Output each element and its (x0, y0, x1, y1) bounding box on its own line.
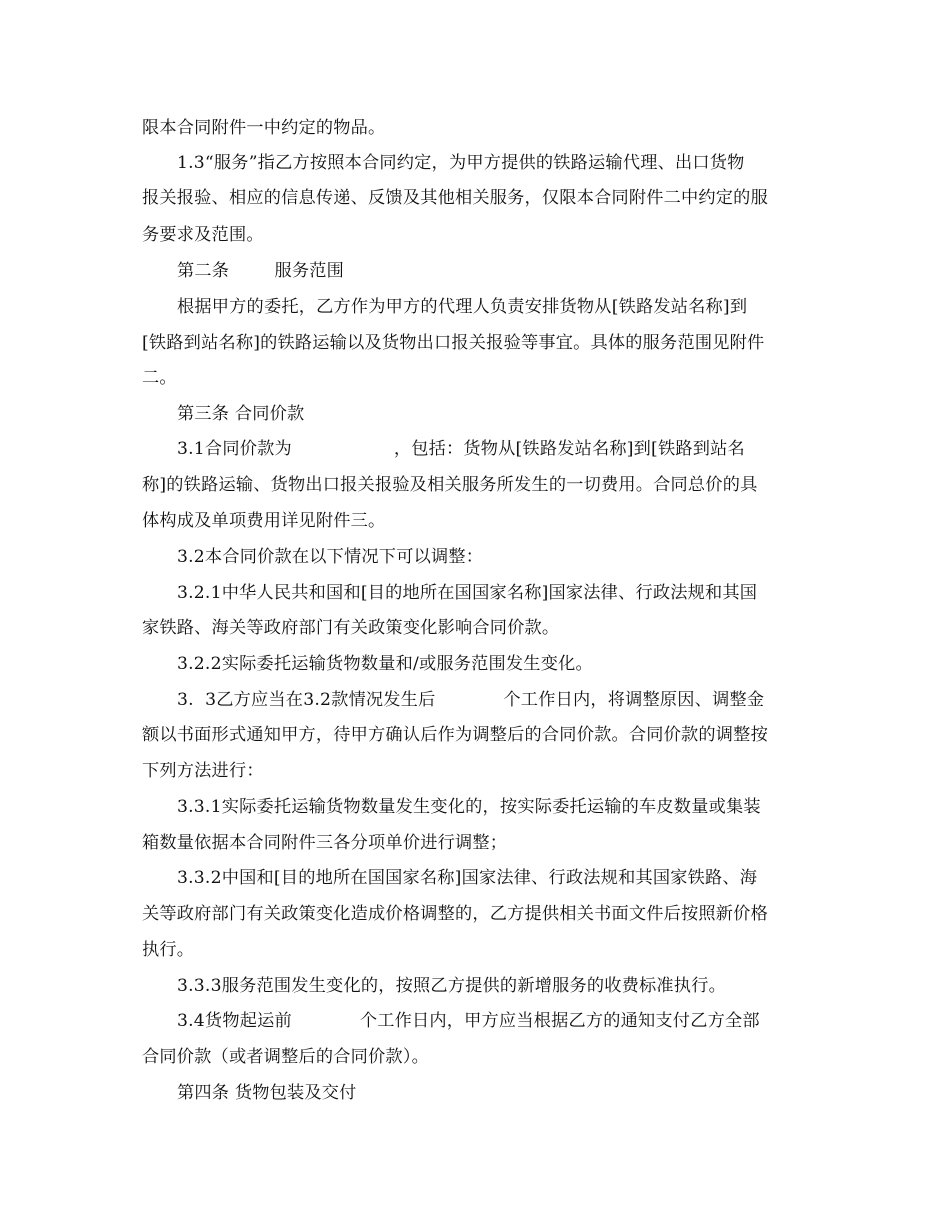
text-line: [铁路到站名称]的铁路运输以及货物出口报关报验等事宜。具体的服务范围见附件 (142, 333, 765, 353)
text-line: 3.3.3服务范围发生变化的，按照乙方提供的新增服务的收费标准执行。 (177, 976, 726, 996)
text-line: 额以书面形式通知甲方，待甲方确认后作为调整后的合同价款。合同价款的调整按 (142, 725, 768, 745)
section-heading: 第四条 货物包装及交付 (177, 1083, 357, 1103)
section-heading: 第三条 合同价款 (177, 404, 305, 424)
text-line: 体构成及单项费用详见附件三。 (142, 511, 386, 531)
text-line: 3.2.2实际委托运输货物数量和/或服务范围发生变化。 (177, 654, 593, 674)
text-line: 3.3.2中国和[目的地所在国国家名称]国家法律、行政法规和其国家铁路、海 (177, 868, 758, 888)
text-line: 二。 (142, 368, 177, 388)
text-line: 务要求及范围。 (142, 225, 264, 245)
text-line: 称]的铁路运输、货物出口报关报验及相关服务所发生的一切费用。合同总价的具 (142, 475, 758, 495)
text-line: 1.3“服务”指乙方按照本合同约定，为甲方提供的铁路运输代理、出口货物 (177, 153, 745, 173)
text-line: 合同价款（或者调整后的合同价款）。 (142, 1047, 429, 1067)
text-line: 3.1合同价款为 ，包括：货物从[铁路发站名称]到[铁路到站名 (177, 439, 745, 459)
text-line: 箱数量依据本合同附件三各分项单价进行调整； (142, 833, 508, 853)
text-line: 3. 3乙方应当在3.2款情况发生后 个工作日内，将调整原因、调整金 (177, 690, 765, 710)
text-line: 3.3.1实际委托运输货物数量发生变化的，按实际委托运输的车皮数量或集装 (177, 797, 761, 817)
text-line: 3.2本合同价款在以下情况下可以调整： (177, 547, 484, 567)
text-line: 根据甲方的委托，乙方作为甲方的代理人负责安排货物从[铁路发站名称]到 (177, 297, 748, 317)
text-line: 下列方法进行： (142, 761, 264, 781)
text-line: 执行。 (142, 940, 195, 960)
text-line: 家铁路、海关等政府部门有关政策变化影响合同价款。 (142, 618, 560, 638)
section-heading: 第二条 服务范围 (177, 261, 345, 281)
text-line: 关等政府部门有关政策变化造成价格调整的，乙方提供相关书面文件后按照新价格 (142, 904, 768, 924)
text-line: 3.2.1中华人民共和国和[目的地所在国国家名称]国家法律、行政法规和其国 (177, 583, 758, 603)
text-line: 3.4货物起运前 个工作日内，甲方应当根据乙方的通知支付乙方全部 (177, 1011, 760, 1031)
text-line: 报关报验、相应的信息传递、反馈及其他相关服务，仅限本合同附件二中约定的服 (142, 188, 768, 208)
text-line: 限本合同附件一中约定的物品。 (142, 118, 386, 138)
